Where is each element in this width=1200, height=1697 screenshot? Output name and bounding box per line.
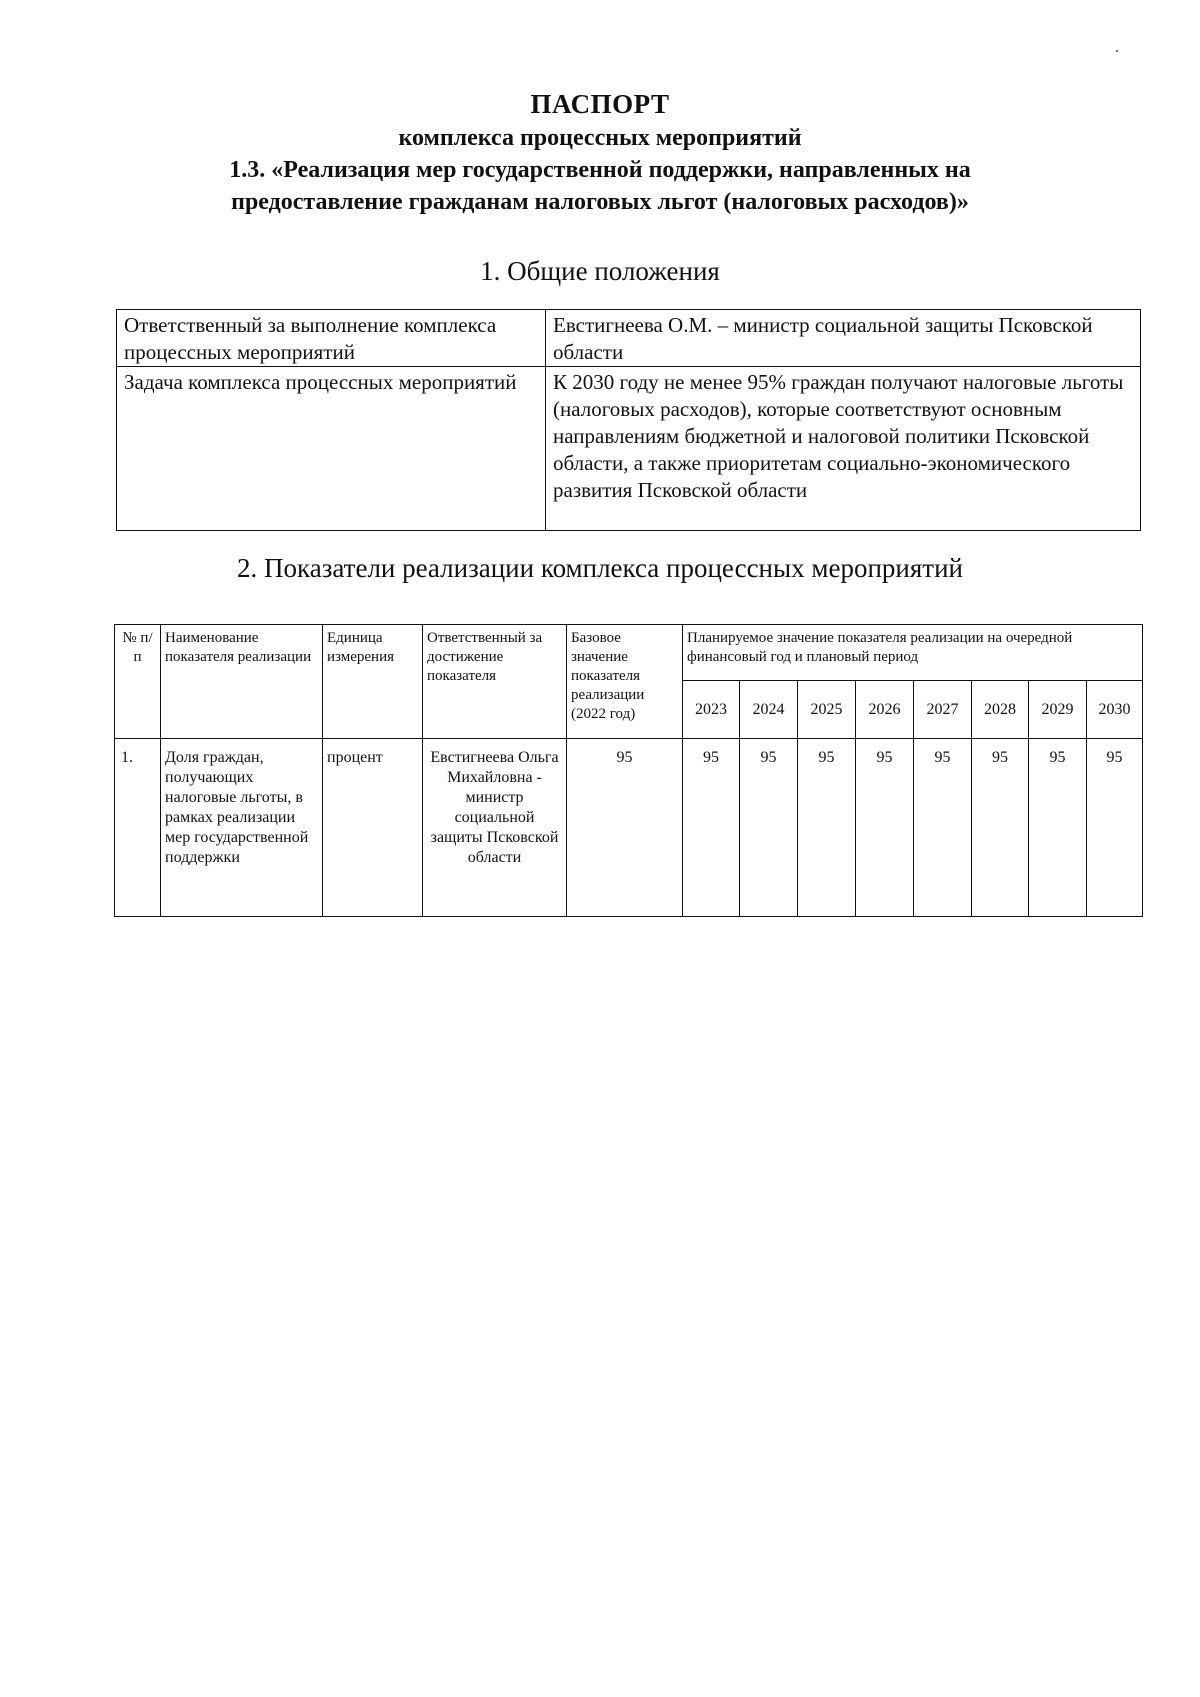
indicator-value: 95 [798,739,856,917]
document-title: ПАСПОРТ [530,89,670,119]
indicator-base-value: 95 [567,739,683,917]
scan-speck [1116,50,1118,52]
header-base: Базовое значение показателя реализации (2022 год) [567,625,683,739]
header-year: 2029 [1029,681,1087,739]
title-line-1: комплекса процессных мероприятий [398,125,802,151]
task-value: К 2030 году не менее 95% граждан получают налоговые льготы (налоговых расходов), которые соответствуют основным направлениям бюджетной и налоговой политики Псковской области, а также приоритетам социально-экономического развития Псковской области [546,367,1141,531]
indicator-value: 95 [1087,739,1143,917]
indicator-value: 95 [856,739,914,917]
responsible-label: Ответственный за выполнение комплекса процессных мероприятий [117,310,546,367]
table-header-row [115,625,1143,681]
indicator-name: Доля граждан, получающих налоговые льготы, в рамках реализации мер государственной поддержки [161,739,323,917]
title-block [100,86,1100,218]
task-label: Задача комплекса процессных мероприятий [117,367,546,531]
header-responsible: Ответственный за достижение показателя [423,625,567,739]
indicator-responsible: Евстигнеева Ольга Михайловна - министр социальной защиты Псковской области [423,739,567,917]
header-year: 2024 [740,681,798,739]
header-num: № п/п [115,625,161,739]
header-planned: Планируемое значение показателя реализации на очередной финансовый год и плановый период [683,625,1143,681]
indicator-value: 95 [972,739,1029,917]
header-year: 2028 [972,681,1029,739]
table-row [117,367,1141,531]
indicator-value: 95 [683,739,740,917]
indicator-value: 95 [1029,739,1087,917]
section-1-heading: 1. Общие положения [480,256,720,286]
header-name: Наименование показателя реализации [161,625,323,739]
table-row [117,310,1141,367]
indicator-value: 95 [740,739,798,917]
indicator-unit: процент [323,739,423,917]
header-year: 2026 [856,681,914,739]
section-2-heading: 2. Показатели реализации комплекса процессных мероприятий [237,553,963,583]
title-line-2: 1.3. «Реализация мер государственной поддержки, направленных на [229,157,971,183]
header-year: 2027 [914,681,972,739]
header-year: 2030 [1087,681,1143,739]
row-number: 1. [115,739,161,917]
header-year: 2025 [798,681,856,739]
responsible-value: Евстигнеева О.М. – министр социальной защиты Псковской области [546,310,1141,367]
title-line-3: предоставление гражданам налоговых льгот (налоговых расходов)» [231,189,969,215]
table-row [115,739,1143,917]
general-provisions-table [116,309,1141,531]
header-year: 2023 [683,681,740,739]
header-unit: Единица измерения [323,625,423,739]
indicator-value: 95 [914,739,972,917]
indicators-table [114,624,1143,917]
